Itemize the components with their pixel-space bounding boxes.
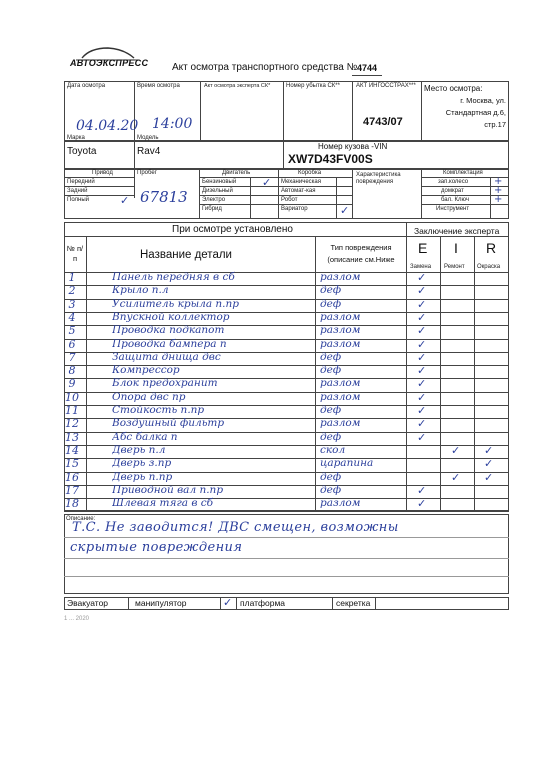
row-damage-type: деф	[320, 350, 342, 363]
drive-awd: Полный	[67, 197, 89, 203]
conclusion-label: Заключение эксперта	[414, 226, 500, 236]
damage-characteristic-label: Характеристика повреждения	[356, 172, 401, 185]
row-replace-mark: ✓	[417, 497, 427, 511]
equip-mark-spare: +	[494, 176, 503, 187]
row-damage-type: разлом	[320, 271, 361, 283]
place-value: г. Москва, ул. Стандартная д.6, стр.17	[445, 96, 506, 129]
col-damage-label: Тип повреждения (описание см.Ниже	[327, 243, 395, 264]
row-damage-type: скол	[320, 443, 346, 456]
row-part-name: Защита днища двс	[112, 350, 221, 363]
row-divider	[64, 511, 509, 512]
place-label: Место осмотра:	[424, 84, 483, 93]
row-paint-mark: ✓	[484, 470, 494, 484]
vehicle-table	[64, 141, 509, 169]
equip-jack: домкрат	[441, 188, 464, 194]
gearbox-auto: Автомат-кая	[281, 188, 316, 194]
row-replace-mark: ✓	[417, 350, 427, 364]
engine-checkmark: ✓	[262, 176, 272, 189]
row-part-name: Компрессор	[112, 364, 180, 377]
row-damage-type: деф	[320, 404, 342, 416]
row-part-name: Впускной коллектор	[112, 310, 230, 323]
row-part-name: Дверь п.пр	[112, 470, 173, 483]
row-number: 3	[68, 297, 76, 311]
row-damage-type: разлом	[320, 390, 361, 403]
row-replace-mark: ✓	[417, 337, 427, 351]
footer-note: 1 ... 2020	[64, 616, 90, 622]
col-e-label: Е	[418, 240, 428, 256]
drive-checkmark: ✓	[120, 194, 130, 207]
row-number: 13	[65, 430, 79, 444]
transport-platform: платформа	[240, 598, 286, 608]
row-part-name: Стойкость п.пр	[112, 404, 205, 416]
equip-mark-wrench: +	[494, 194, 503, 205]
row-number: 14	[65, 443, 79, 457]
equipment-label: Комплектация	[443, 170, 483, 176]
col-i-label: I	[454, 240, 458, 256]
transport-row	[64, 597, 509, 610]
row-damage-type: разлом	[320, 324, 361, 337]
row-paint-mark: ✓	[484, 457, 494, 471]
row-number: 17	[65, 483, 79, 497]
col-e-sub: Замена	[410, 264, 432, 270]
description-line2: скрытые повреждения	[70, 540, 243, 555]
vin-label: Номер кузова -VIN	[318, 142, 388, 151]
model-value: Rav4	[137, 146, 161, 157]
row-number: 2	[68, 284, 76, 298]
transport-evacuator: Эвакуатор	[67, 598, 109, 608]
act-title: Акт осмотра транспортного средства №	[172, 62, 358, 73]
row-paint-mark: ✓	[484, 443, 494, 457]
row-replace-mark: ✓	[417, 430, 427, 444]
row-part-name: Усилитель крыла п.пр	[112, 297, 239, 310]
make-label: Марка	[67, 135, 85, 141]
row-number: 18	[65, 497, 79, 511]
row-damage-type: разлом	[320, 377, 361, 390]
transport-secretka: секретка	[336, 598, 371, 608]
row-number: 5	[68, 324, 76, 338]
row-number: 4	[68, 310, 76, 324]
row-repair-mark: ✓	[451, 443, 461, 457]
col-i-sub: Ремонт	[444, 264, 465, 270]
row-damage-type: деф	[320, 297, 342, 310]
gearbox-robot: Робот	[281, 197, 298, 203]
row-damage-type: деф	[320, 364, 342, 377]
date-label: Дата осмотра	[67, 83, 106, 89]
equip-spare-wheel: зап.колесо	[438, 179, 469, 185]
row-replace-mark: ✓	[417, 404, 427, 417]
gearbox-checkmark: ✓	[340, 204, 350, 217]
inspection-date: 04.04.20	[76, 118, 139, 134]
row-replace-mark: ✓	[417, 377, 427, 391]
act-number: 4744	[357, 63, 378, 73]
row-part-name: Опора двс пр	[112, 390, 186, 403]
row-replace-mark: ✓	[417, 284, 427, 298]
row-part-name: Проводка бампера п	[112, 337, 227, 350]
row-damage-type: деф	[320, 470, 342, 483]
gearbox-manual: Механическая	[281, 179, 322, 185]
row-damage-type: деф	[320, 430, 342, 443]
row-number: 1	[68, 271, 76, 284]
row-number: 15	[65, 457, 79, 471]
model-label: Модель	[137, 135, 159, 141]
company-logo	[68, 44, 149, 72]
row-number: 16	[65, 470, 79, 484]
row-part-name: Крыло п.л	[112, 284, 169, 297]
row-damage-type: разлом	[320, 417, 361, 430]
engine-petrol: Бензиновый	[202, 179, 237, 185]
row-damage-type: разлом	[320, 310, 361, 323]
make-value: Toyota	[67, 146, 97, 157]
mileage-value: 67813	[140, 188, 188, 206]
row-replace-mark: ✓	[417, 310, 427, 324]
mileage-label: Пробег	[137, 170, 157, 176]
row-damage-type: разлом	[320, 337, 361, 350]
row-part-name: Приводной вал п.пр	[112, 483, 224, 496]
loss-number-label: Номер убытка СК**	[286, 83, 340, 89]
description-label: Описание:	[66, 516, 96, 522]
row-part-name: Блок предохранит	[112, 377, 218, 390]
vin-value: XW7D43FV00S	[288, 152, 373, 166]
row-number: 7	[68, 350, 76, 364]
row-number: 6	[68, 337, 76, 351]
ingos-act-number: 4743/07	[363, 116, 403, 128]
drive-label: Привод	[92, 170, 113, 176]
col-no-label: № п/п	[66, 244, 84, 263]
row-replace-mark: ✓	[417, 364, 427, 378]
row-replace-mark: ✓	[417, 390, 427, 404]
ingos-act-label: АКТ ИНГОССТРАХ***	[356, 83, 416, 89]
row-replace-mark: ✓	[417, 324, 427, 338]
row-replace-mark: ✓	[417, 417, 427, 431]
row-part-name: Проводка подкапот	[112, 324, 225, 337]
row-number: 9	[68, 377, 76, 391]
col-r-label: R	[486, 240, 497, 256]
logo-text: АВТОЭКСПРЕСС	[70, 58, 149, 68]
row-replace-mark: ✓	[417, 271, 427, 284]
row-damage-type: разлом	[320, 497, 361, 510]
col-part-label: Название детали	[140, 249, 232, 261]
row-part-name: Панель передняя в сб	[112, 271, 235, 283]
installed-label: При осмотре установлено	[172, 224, 293, 235]
transport-checkmark: ✓	[223, 596, 233, 609]
row-part-name: Шлевая тяга в сб	[112, 497, 214, 510]
inspection-time: 14:00	[152, 116, 193, 132]
expert-act-label: Акт осмотра эксперта СК*	[204, 83, 271, 89]
transport-manipulator: манипулятор	[135, 598, 187, 608]
col-r-sub: Окраска	[477, 264, 501, 270]
row-damage-type: деф	[320, 483, 342, 496]
equip-tools: Инструмент	[436, 206, 470, 212]
row-number: 12	[65, 417, 79, 431]
engine-electric: Электро	[202, 197, 226, 203]
row-number: 10	[65, 390, 79, 404]
row-part-name: Воздушный фильтр	[112, 417, 225, 430]
drive-rear: Задний	[67, 188, 88, 194]
row-number: 8	[68, 364, 76, 378]
row-part-name: Абс балка п	[112, 430, 178, 443]
row-replace-mark: ✓	[417, 297, 427, 311]
row-replace-mark: ✓	[417, 483, 427, 497]
engine-diesel: Дизельный	[202, 188, 233, 194]
row-number: 11	[65, 404, 79, 417]
row-repair-mark: ✓	[451, 470, 461, 484]
gearbox-cvt: Вариатор	[281, 206, 308, 212]
drive-front: Передний	[67, 179, 95, 185]
description-line1: Т.С. Не заводится! ДВС смещен, возможны	[72, 520, 399, 535]
equip-wrench: бал. Ключ	[441, 197, 469, 203]
row-part-name: Дверь п.л	[112, 443, 166, 456]
engine-label: Двигатель	[222, 170, 251, 176]
row-part-name: Дверь з.пр	[112, 457, 172, 470]
equip-mark-jack: +	[494, 185, 503, 196]
gearbox-label: Коробка	[298, 170, 322, 176]
row-damage-type: царапина	[320, 457, 374, 470]
engine-hybrid: Гибрид	[202, 206, 222, 212]
time-label: Время осмотра	[137, 83, 180, 89]
row-damage-type: деф	[320, 284, 342, 297]
